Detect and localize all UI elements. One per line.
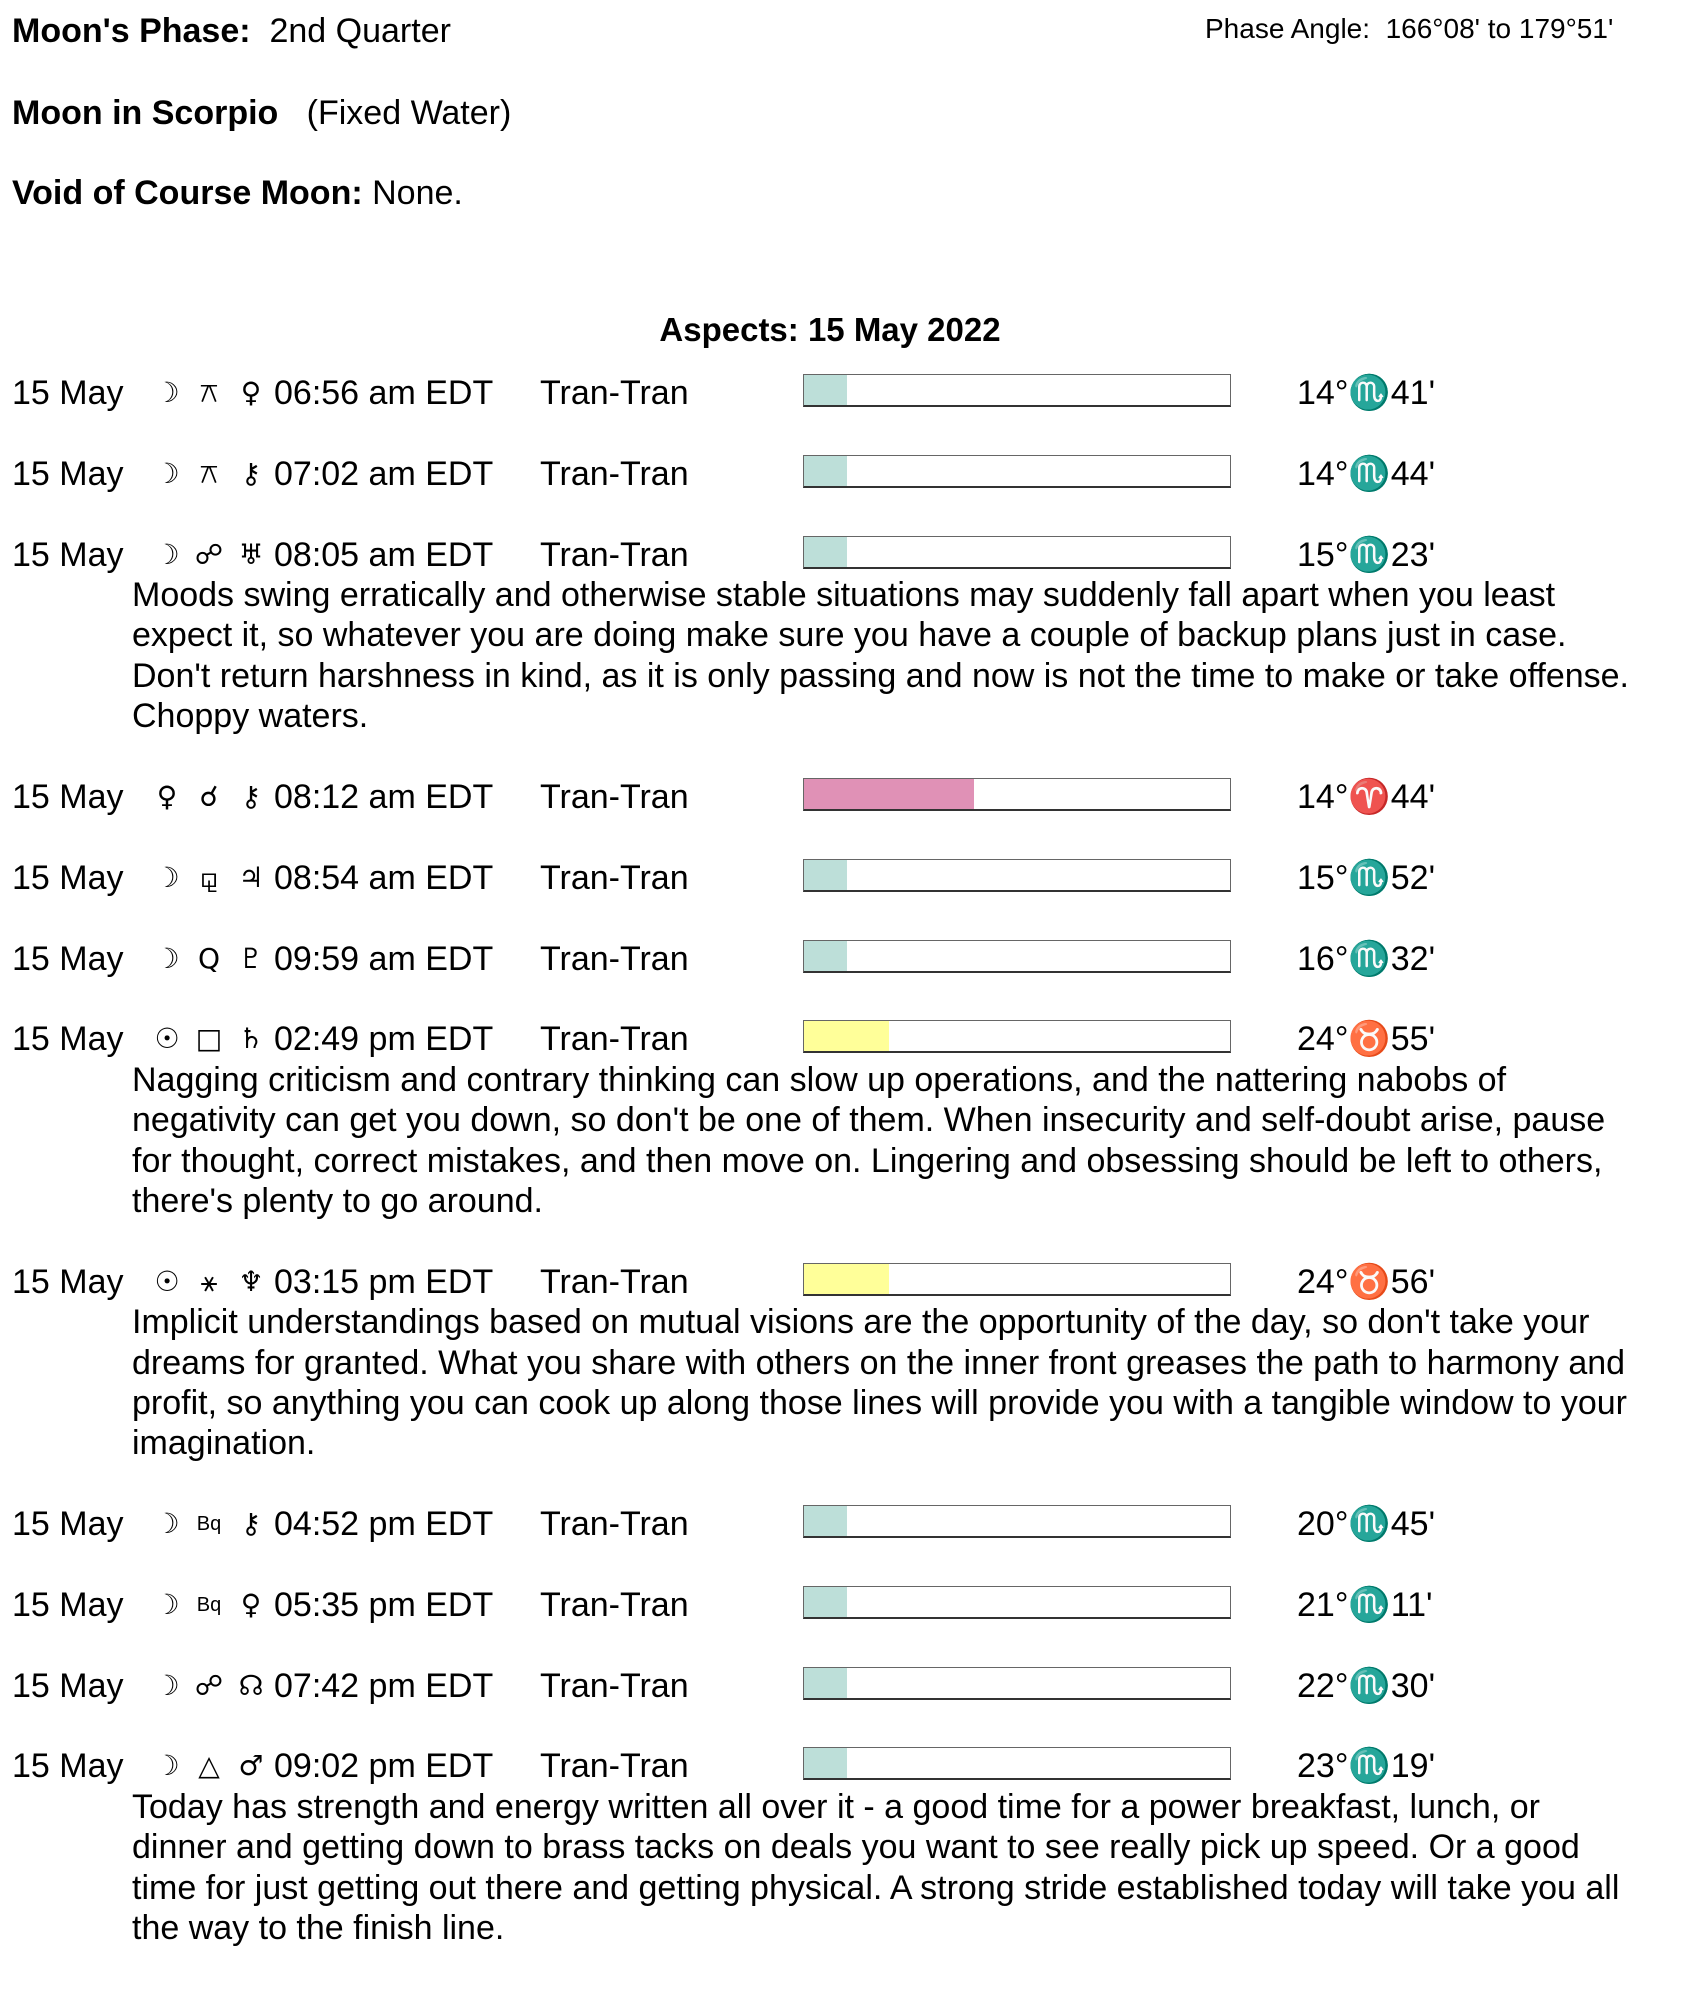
aspect-glyphs [150, 1262, 268, 1302]
aspect-row [0, 1585, 1690, 1625]
aspect-entry [0, 454, 1690, 494]
aspect-date: 15 May [12, 1585, 124, 1624]
aspect-date: 15 May [12, 1747, 124, 1786]
moon-sign-element: (Fixed Water) [306, 94, 512, 132]
planet-2-icon: ♃ [238, 860, 264, 894]
planet-2-icon: ♀ [240, 376, 262, 409]
aspect-time: 04:52 pm EDT [274, 1505, 494, 1544]
strength-bar [803, 940, 1231, 973]
planet-2-icon: ☊ [238, 1668, 264, 1702]
strength-bar-fill [804, 779, 974, 809]
void-of-course-label: Void of Course Moon: [12, 174, 363, 212]
aspect-row [0, 535, 1690, 575]
aspect-entry [0, 535, 1690, 737]
aspect-entry [0, 1019, 1690, 1221]
aspect-time: 08:12 am EDT [274, 777, 494, 816]
aspect-date: 15 May [12, 1505, 124, 1544]
aspect-icon: Bq [196, 1593, 222, 1616]
aspect-row [0, 373, 1690, 413]
aspect-row [0, 858, 1690, 898]
strength-bar [803, 455, 1231, 488]
planet-1-icon: ☽ [154, 1668, 180, 1702]
planet-1-icon: ♀ [156, 779, 178, 813]
planet-1-icon: ☽ [154, 376, 180, 409]
strength-bar-fill [804, 1668, 847, 1698]
aspect-glyphs [150, 373, 268, 413]
aspect-icon: □ [195, 1022, 223, 1056]
aspect-relation: Tran-Tran [540, 777, 689, 816]
aspect-degree: 23°♏19' [1297, 1747, 1436, 1786]
aspect-glyphs [150, 535, 268, 575]
strength-bar [803, 1667, 1231, 1700]
aspect-relation: Tran-Tran [540, 454, 689, 493]
aspect-date: 15 May [12, 939, 124, 978]
strength-bar [803, 1020, 1231, 1053]
aspect-row [0, 1019, 1690, 1059]
strength-bar [803, 1747, 1231, 1780]
planet-2-icon: ♅ [238, 537, 264, 571]
aspect-relation: Tran-Tran [540, 1262, 689, 1301]
aspect-icon: ☍ [194, 1668, 224, 1702]
aspect-glyphs [150, 1019, 268, 1059]
aspect-entry [0, 373, 1690, 413]
aspect-icon: △ [198, 1749, 220, 1783]
aspect-row [0, 939, 1690, 979]
aspect-entry [0, 939, 1690, 979]
aspect-time: 08:54 am EDT [274, 858, 494, 897]
strength-bar [803, 374, 1231, 407]
strength-bar-fill [804, 860, 847, 890]
aspect-date: 15 May [12, 1020, 124, 1059]
strength-bar [803, 778, 1231, 811]
aspect-degree: 21°♏11' [1297, 1585, 1433, 1624]
planet-1-icon: ☉ [154, 1264, 180, 1298]
planet-1-icon: ☽ [154, 1507, 180, 1541]
phase-angle: Phase Angle: 166°08' to 179°51' [1205, 13, 1614, 44]
planet-1-icon: ☽ [154, 456, 180, 490]
aspect-row [0, 1666, 1690, 1706]
aspect-degree: 24°♉55' [1297, 1020, 1436, 1059]
aspect-entry [0, 1585, 1690, 1625]
aspect-icon: ⚻ [199, 376, 219, 409]
aspect-degree: 20°♏45' [1297, 1505, 1436, 1544]
planet-2-icon: ♄ [238, 1022, 264, 1056]
aspect-degree: 22°♏30' [1297, 1666, 1436, 1705]
aspect-entry [0, 1746, 1690, 1948]
aspect-glyphs [150, 858, 268, 898]
aspect-glyphs [150, 454, 268, 494]
strength-bar [803, 1505, 1231, 1538]
aspect-description: Today has strength and energy written all over it - a good time for a power breakfast, lunch, or dinner and getting down to brass tacks on deals you want to see really pick up speed. Or a good time for just getting out there and getting physical. A strong stride established today will take you all the way to the finish line. [132, 1787, 1620, 1948]
aspect-icon: ⚻ [199, 456, 219, 490]
strength-bar [803, 859, 1231, 892]
strength-bar-fill [804, 1506, 847, 1536]
aspect-list [0, 373, 1690, 1989]
aspect-row [0, 1262, 1690, 1302]
aspect-entry [0, 1262, 1690, 1464]
strength-bar-fill [804, 1748, 847, 1778]
aspect-relation: Tran-Tran [540, 1666, 689, 1705]
aspect-time: 08:05 am EDT [274, 535, 494, 574]
aspect-time: 02:49 pm EDT [274, 1020, 494, 1059]
aspects-heading: Aspects: 15 May 2022 [659, 311, 1001, 348]
strength-bar [803, 536, 1231, 569]
aspect-glyphs [150, 1504, 268, 1544]
strength-bar-fill [804, 1264, 889, 1294]
strength-bar-fill [804, 1587, 847, 1617]
aspect-relation: Tran-Tran [540, 1585, 689, 1624]
aspect-relation: Tran-Tran [540, 1747, 689, 1786]
aspect-degree: 14°♏44' [1297, 454, 1436, 493]
aspect-date: 15 May [12, 777, 124, 816]
aspect-glyphs [150, 1666, 268, 1706]
aspect-row [0, 1746, 1690, 1786]
aspect-entry [0, 1666, 1690, 1706]
planet-1-icon: ☽ [154, 537, 180, 571]
planet-2-icon: ⚷ [240, 1507, 262, 1541]
aspect-degree: 15°♏23' [1297, 535, 1436, 574]
aspect-degree: 24°♉56' [1297, 1262, 1436, 1301]
aspect-degree: 16°♏32' [1297, 939, 1436, 978]
aspect-date: 15 May [12, 454, 124, 493]
aspect-relation: Tran-Tran [540, 939, 689, 978]
planet-2-icon: ⚷ [240, 779, 262, 813]
planet-2-icon: ♂ [238, 1749, 264, 1783]
planet-1-icon: ☉ [154, 1022, 180, 1056]
strength-bar [803, 1586, 1231, 1619]
strength-bar-fill [804, 375, 847, 405]
strength-bar-fill [804, 456, 847, 486]
strength-bar-fill [804, 537, 847, 567]
aspect-row [0, 454, 1690, 494]
planet-2-icon: ♀ [240, 1587, 262, 1621]
aspect-icon: Q [197, 941, 221, 975]
aspect-relation: Tran-Tran [540, 374, 689, 412]
aspect-time: 07:02 am EDT [274, 454, 494, 493]
aspect-row [0, 1504, 1690, 1544]
aspect-entry [0, 777, 1690, 817]
strength-bar-fill [804, 941, 847, 971]
aspect-degree: 14°♈44' [1297, 777, 1436, 816]
aspect-time: 03:15 pm EDT [274, 1262, 494, 1301]
planet-2-icon: ♆ [238, 1264, 264, 1298]
aspect-degree: 15°♏52' [1297, 858, 1436, 897]
aspect-date: 15 May [12, 1262, 124, 1301]
aspect-relation: Tran-Tran [540, 1505, 689, 1544]
aspect-icon: Bq [196, 1513, 222, 1536]
moon-phase-line [12, 11, 451, 51]
aspect-time: 09:59 am EDT [274, 939, 494, 978]
planet-2-icon: ⚷ [240, 456, 262, 490]
aspect-glyphs [150, 777, 268, 817]
moon-phase-value: 2nd Quarter [269, 12, 451, 50]
aspect-time: 07:42 pm EDT [274, 1666, 494, 1705]
aspect-time: 05:35 pm EDT [274, 1585, 494, 1624]
planet-1-icon: ☽ [154, 1587, 180, 1621]
aspect-entry [0, 858, 1690, 898]
planet-1-icon: ☽ [154, 860, 180, 894]
aspect-relation: Tran-Tran [540, 535, 689, 574]
aspect-glyphs [150, 939, 268, 979]
aspect-glyphs [150, 1746, 268, 1786]
aspect-degree: 14°♏41' [1297, 374, 1436, 412]
strength-bar [803, 1263, 1231, 1296]
aspect-description: Nagging criticism and contrary thinking can slow up operations, and the nattering nabobs of negativity can get you down, so don't be one of them. When insecurity and self-doubt arise, pause for thought, correct mistakes, and then move on. Lingering and obsessing should be left to others, there's plenty to go around. [132, 1060, 1606, 1220]
aspect-description: Implicit understandings based on mutual visions are the opportunity of the day, so don't take your dreams for granted. What you share with others on the inner front greases the path to harmony and profit, so anything you can cook up along those lines will provide you with a tangible window to your imagination. [132, 1303, 1627, 1463]
aspect-icon: ⚹ [200, 1264, 218, 1298]
strength-bar-fill [804, 1021, 889, 1051]
aspect-time: 09:02 pm EDT [274, 1747, 494, 1786]
aspect-time: 06:56 am EDT [274, 374, 494, 412]
void-of-course-value: None. [372, 174, 463, 212]
void-of-course-line [12, 173, 463, 213]
aspect-date: 15 May [12, 1666, 124, 1705]
aspect-icon: ☌ [199, 779, 219, 813]
planet-2-icon: ♇ [238, 941, 264, 975]
aspect-description: Moods swing erratically and otherwise stable situations may suddenly fall apart when you least expect it, so whatever you are doing make sure you have a couple of backup plans just in case. Don't return harshness in kind, as it is only passing and now is not the time to make or take offense. Choppy waters. [132, 575, 1629, 736]
aspect-date: 15 May [12, 858, 124, 897]
aspect-icon: ☍ [194, 537, 224, 571]
aspect-date: 15 May [12, 374, 124, 412]
aspect-row [0, 777, 1690, 817]
moon-sign-label: Moon in Scorpio [12, 94, 279, 132]
planet-1-icon: ☽ [154, 941, 180, 975]
aspect-entry [0, 1504, 1690, 1544]
aspect-relation: Tran-Tran [540, 1020, 689, 1059]
aspect-glyphs [150, 1585, 268, 1625]
aspect-relation: Tran-Tran [540, 858, 689, 897]
aspect-icon: ⚼ [199, 860, 219, 894]
moon-phase-label: Moon's Phase: [12, 12, 251, 50]
moon-sign-line [12, 93, 511, 133]
aspect-date: 15 May [12, 535, 124, 574]
planet-1-icon: ☽ [154, 1749, 180, 1783]
